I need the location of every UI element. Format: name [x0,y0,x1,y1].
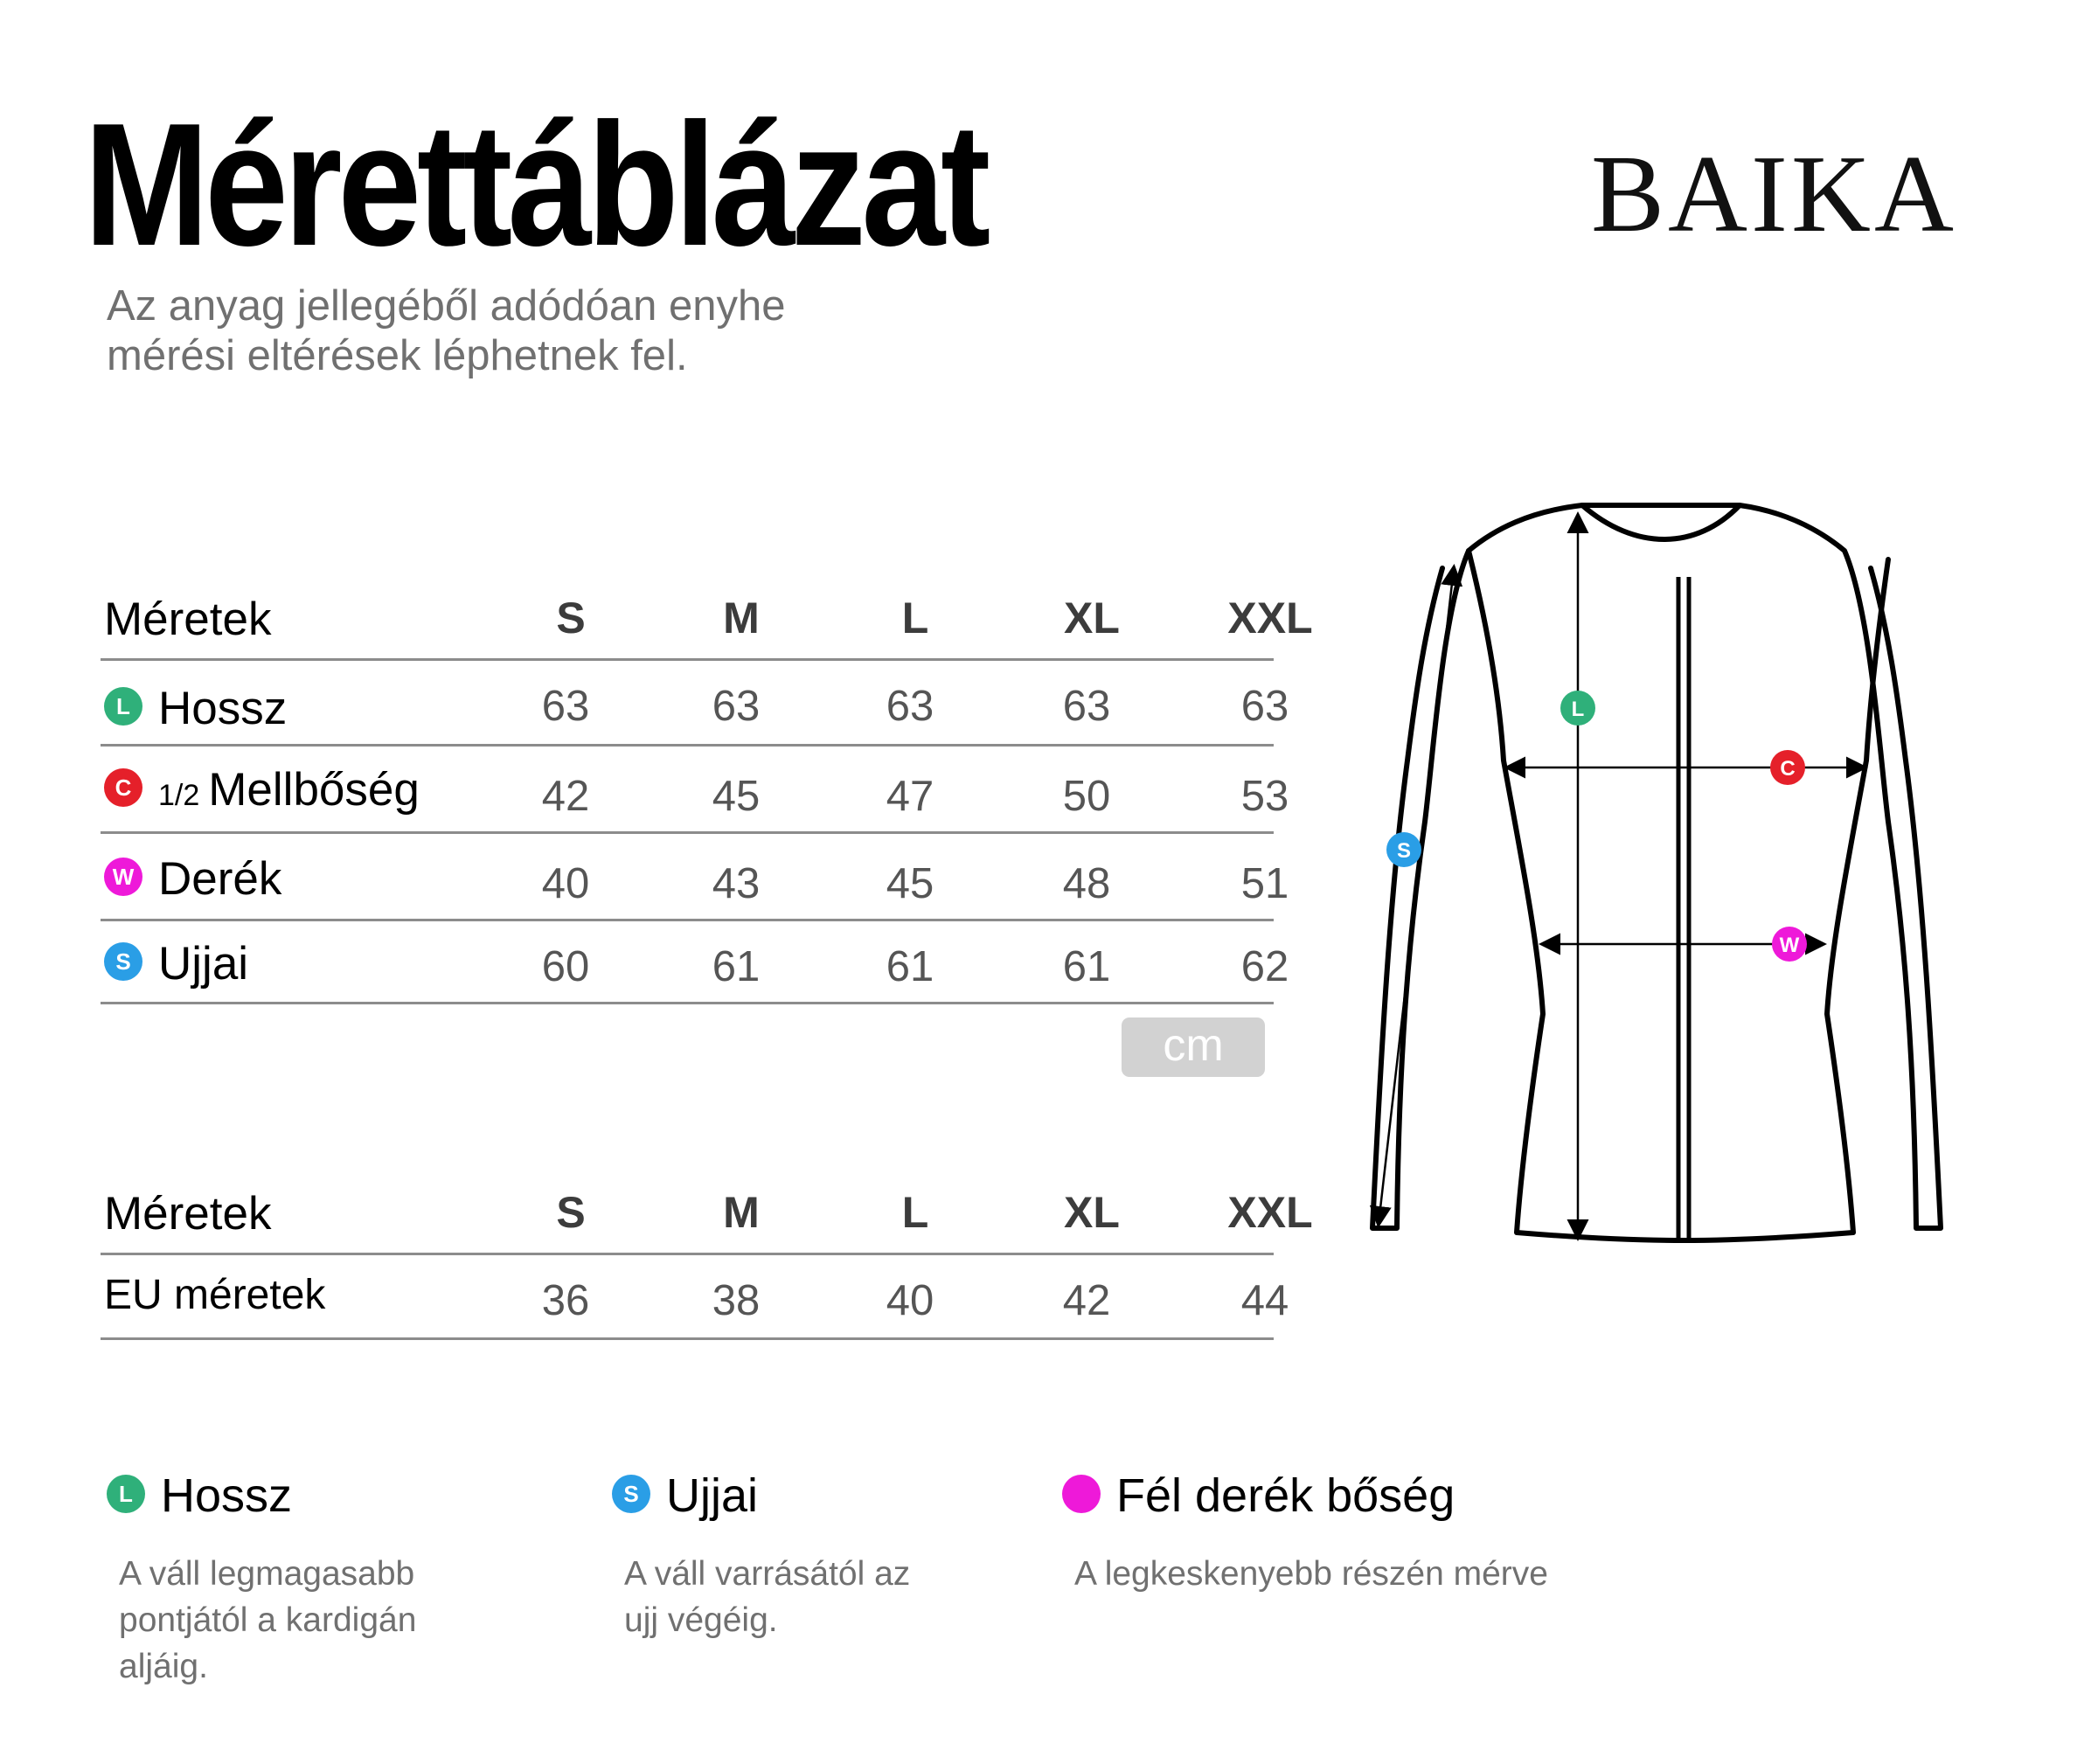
size-header-m: M [723,594,760,642]
table-cell: 42 [1062,1277,1111,1324]
legend-description: A legkeskenyebb részén mérve [1074,1555,1548,1593]
table-cell: 63 [541,683,590,730]
waist-marker-icon: W [1779,934,1800,957]
legend-title: Fél derék bőség [1116,1469,1455,1522]
table-cell: 63 [1240,683,1289,730]
table-cell: 63 [712,683,761,730]
row-label: Derék [158,853,282,905]
eu-header-l: L [901,1188,929,1237]
row-label-prefix: 1/2 [158,779,200,812]
length-marker-icon: L [1571,698,1585,721]
table-cell: 40 [886,1277,934,1324]
table-cell: 61 [1062,943,1111,990]
size-header-s: S [556,594,586,642]
legend-title: Hossz [161,1469,293,1522]
table-cell: 47 [886,773,934,820]
table-cell: 61 [712,943,761,990]
page-title: Mérettáblázat [84,87,987,282]
eu-table-header-label: Méretek [104,1188,272,1240]
legend-waist [1062,1469,1548,1597]
chest-marker-icon: C [104,768,142,807]
eu-header-m: M [723,1188,760,1237]
eu-header-xl: XL [1064,1188,1120,1237]
row-label: EU méretek [104,1272,326,1318]
size-table-header-label: Méretek [104,594,272,645]
size-header-xxl: XXL [1227,594,1313,642]
divider [101,831,1274,834]
legend-description: A váll legmagasabb pontjától a kardigán aljáig. [119,1555,417,1685]
sleeve-marker-icon: S [104,942,142,981]
unit-badge: cm [1122,1017,1265,1077]
subtitle-line-2: mérési eltérések léphetnek fel. [107,332,688,379]
table-cell: 45 [712,773,761,820]
table-cell: 44 [1240,1277,1289,1324]
legend-title: Ujjai [666,1469,759,1522]
table-cell: 50 [1062,773,1111,820]
table-cell: 48 [1062,860,1111,907]
eu-header-s: S [556,1188,586,1237]
table-cell: 62 [1240,943,1289,990]
waist-marker-icon: W [104,858,142,896]
subtitle-line-1: Az anyag jellegéből adódóan enyhe [107,282,786,330]
waist-dot-icon [1062,1475,1101,1513]
sleeve-marker-icon: S [1396,839,1412,863]
sleeve-marker-icon: S [612,1475,650,1513]
length-marker-icon: L [104,687,142,726]
table-cell: 53 [1240,773,1289,820]
legend-description: A váll varrásától az ujj végéig. [624,1555,911,1639]
size-header-l: L [901,594,929,642]
row-label: Hossz [158,683,288,734]
legend-length [107,1469,416,1690]
table-cell: 40 [541,860,590,907]
divider [101,919,1274,921]
length-marker-icon: L [107,1475,145,1513]
row-label: Mellbőség [208,764,420,816]
brand-logo: BAIKA [1591,134,1957,255]
table-cell: 38 [712,1277,761,1324]
divider [101,658,1274,661]
legend-sleeve [612,1469,910,1643]
table-cell: 63 [1062,683,1111,730]
table-cell: 60 [541,943,590,990]
divider [101,1337,1274,1340]
eu-header-xxl: XXL [1227,1188,1313,1237]
table-cell: 63 [886,683,934,730]
zipper-line [1678,577,1689,1243]
divider [101,744,1274,747]
sleeve-measure-line [1379,568,1454,1224]
table-cell: 61 [886,943,934,990]
divider [101,1253,1274,1255]
table-cell: 43 [712,860,761,907]
size-header-xl: XL [1064,594,1120,642]
table-cell: 51 [1240,860,1289,907]
table-cell: 45 [886,860,934,907]
divider [101,1002,1274,1004]
cardigan-outline [1372,505,1941,1240]
cardigan-diagram [1329,490,2054,1276]
row-label: Ujjai [158,938,249,990]
table-cell: 36 [541,1277,590,1324]
subtitle [107,281,785,381]
table-cell: 42 [541,773,590,820]
chest-marker-icon: C [1780,757,1796,781]
